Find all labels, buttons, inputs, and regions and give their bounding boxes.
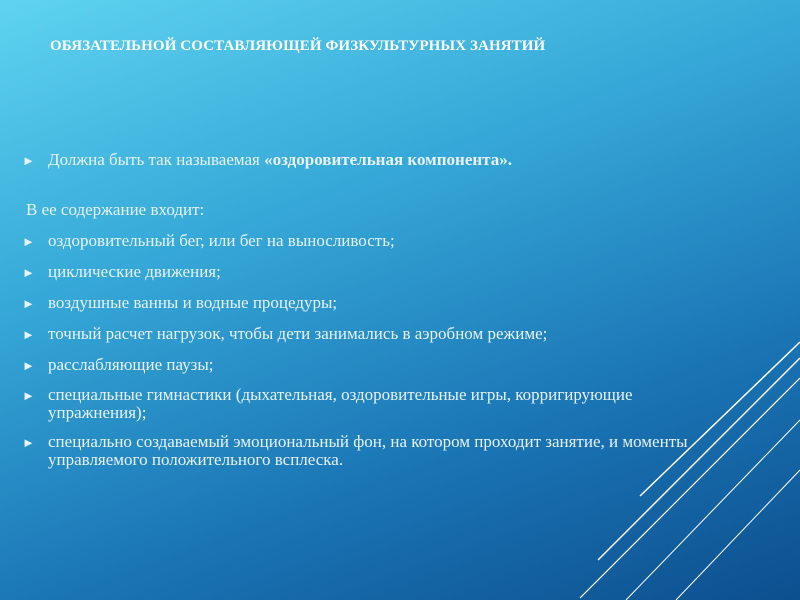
slide-title: ОБЯЗАТЕЛЬНОЙ СОСТАВЛЯЮЩЕЙ ФИЗКУЛЬТУРНЫХ ЗАНЯТИЙ: [50, 38, 546, 54]
intro-text: Должна быть так называемая: [48, 150, 265, 169]
list-item-text: точный расчет нагрузок, чтобы дети занимались в аэробном режиме;: [48, 324, 548, 343]
deco-line: [580, 378, 800, 598]
bullet-arrow-icon: ►: [22, 358, 35, 373]
list-item-text: специальные гимнастики (дыхательная, оздоровительные игры, корригирующие упражнения);: [48, 385, 633, 422]
intro-bold-text: «оздоровительная компонента».: [264, 150, 512, 169]
deco-line: [598, 358, 800, 560]
bullet-arrow-icon: ►: [22, 153, 35, 168]
bullet-arrow-icon: ►: [22, 265, 35, 280]
list-item-text: циклические движения;: [48, 262, 221, 281]
list-item-text: специально создаваемый эмоциональный фон, на котором проходит занятие, и моменты управляемого положительного всплеска.: [48, 432, 688, 469]
bullet-arrow-icon: ►: [22, 296, 35, 311]
bullet-arrow-icon: ►: [22, 388, 35, 403]
deco-line: [640, 342, 800, 496]
subheading: В ее содержание входит:: [26, 200, 205, 219]
bullet-arrow-icon: ►: [22, 327, 35, 342]
bullet-arrow-icon: ►: [22, 234, 35, 249]
deco-line: [626, 420, 800, 600]
list-item-text: воздушные ванны и водные процедуры;: [48, 293, 338, 312]
list-item-text: оздоровительный бег, или бег на выносливость;: [48, 231, 395, 250]
deco-line: [676, 470, 800, 600]
bullet-arrow-icon: ►: [22, 435, 35, 450]
list-item-text: расслабляющие паузы;: [48, 355, 214, 374]
